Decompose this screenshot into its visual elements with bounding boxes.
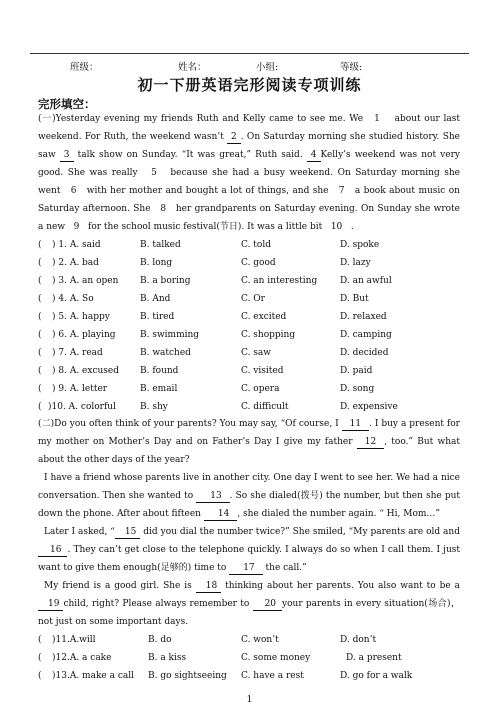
answer-paren: ( xyxy=(38,312,42,322)
name-label: 姓名： xyxy=(178,62,207,73)
passage-text: , she dialed the number again. “ Hi, Mom…” xyxy=(237,509,440,519)
option-a: ) 9. A. letter xyxy=(52,384,108,394)
option-c: C. visited xyxy=(241,366,284,376)
question-row xyxy=(38,363,460,379)
grade-label: 等级: xyxy=(340,62,363,73)
question-row xyxy=(38,650,460,666)
option-d: D. don’t xyxy=(340,635,377,645)
blank-18: 18 xyxy=(196,580,221,593)
option-c: C. Or xyxy=(241,294,265,304)
passage-text: . I buy a present for my mother on Mother’s Day and on Father’s Day I give my father xyxy=(38,419,460,447)
answer-paren: ( xyxy=(38,402,42,412)
passage-two-para-four xyxy=(38,577,460,631)
option-b: B. watched xyxy=(140,348,191,358)
option-c: C. some money xyxy=(241,653,311,663)
blank-9: 9 xyxy=(73,222,80,232)
passage-text: child, right? Please always remember to xyxy=(63,599,250,609)
option-a: )12.A. a cake xyxy=(52,653,112,663)
option-a: ) 3. A. an open xyxy=(52,276,119,286)
group-label: 小组: xyxy=(256,62,279,73)
option-c: C. an interesting xyxy=(241,276,318,286)
option-d: D. camping xyxy=(340,330,392,340)
question-row xyxy=(38,668,460,684)
question-row xyxy=(38,345,460,361)
passage-text: her grandparents on Saturday evening. On Sunday she wrote a new xyxy=(38,204,460,232)
option-b: B. shy xyxy=(140,402,168,412)
passage-two-para-two xyxy=(38,469,460,523)
option-d: D. lazy xyxy=(340,258,371,268)
option-a: ) 8. A. excused xyxy=(52,366,119,376)
option-a: )11.A.will xyxy=(52,635,96,645)
option-c: C. have a rest xyxy=(241,671,304,681)
blank-10: 10 xyxy=(330,222,343,232)
option-c: C. saw xyxy=(241,348,271,358)
blank-17: 17 xyxy=(229,562,262,575)
answer-paren: ( xyxy=(38,366,42,376)
blank-3: 3 xyxy=(60,149,74,162)
answer-paren: ( xyxy=(38,258,42,268)
answer-paren: ( xyxy=(38,330,42,340)
option-b: B. do xyxy=(148,635,172,645)
option-a: ) 1. A. said xyxy=(52,240,101,250)
option-b: B. swimming xyxy=(140,330,200,340)
header-rule xyxy=(30,53,469,54)
passage-text: the call.” xyxy=(265,563,307,573)
option-a: ) 2. A. bad xyxy=(52,258,99,268)
class-label: 班级： xyxy=(70,62,99,73)
passage-text: your parents in every situation(场合)，not just on some important days. xyxy=(38,599,460,627)
option-b: B. long xyxy=(140,258,173,268)
passage-text: for the school music festival(节日). It was a little bit xyxy=(87,222,323,232)
option-d: D. decided xyxy=(340,348,389,358)
passage-text: talk show on Sunday. “It was great,” Ruth said. xyxy=(77,150,303,160)
passage-text: . xyxy=(350,222,354,232)
option-b: B. found xyxy=(140,366,179,376)
passage-text: Later I asked, “ xyxy=(44,527,115,537)
option-b: B. talked xyxy=(140,240,181,250)
passage-text: My friend is a good girl. She is xyxy=(44,581,192,591)
option-a: )13.A. make a call xyxy=(52,671,134,681)
blank-8: 8 xyxy=(160,204,167,214)
question-row xyxy=(38,291,460,307)
question-row xyxy=(38,381,460,397)
option-c: C. won’t xyxy=(241,635,279,645)
answer-paren: ( xyxy=(38,384,42,394)
passage-text: did you dial the number twice?” She smiled, “My parents are old and xyxy=(143,527,460,537)
option-d: D. expensive xyxy=(340,402,398,412)
question-row xyxy=(38,237,460,253)
blank-13: 13 xyxy=(196,490,229,503)
blank-6: 6 xyxy=(70,186,77,196)
blank-4: 4 xyxy=(307,149,321,162)
option-d: D. go for a walk xyxy=(340,671,413,681)
passage-text: (一)Yesterday evening my friends Ruth and Kelly came to see me. We xyxy=(38,114,364,124)
passage-text: because she had a busy weekend. On Saturday morning she went xyxy=(38,168,460,196)
passage-text: , too.” But what about the other days of the year? xyxy=(38,437,460,465)
passage-text: . On Saturday morning she studied history. She saw xyxy=(38,132,460,160)
answer-paren: ( xyxy=(38,635,42,645)
answer-paren: ( xyxy=(38,276,42,286)
blank-19: 19 xyxy=(38,598,63,611)
option-b: B. a boring xyxy=(140,276,191,286)
blank-11: 11 xyxy=(342,418,369,431)
option-a: ) 7. A. read xyxy=(52,348,103,358)
answer-paren: ( xyxy=(38,294,42,304)
passage-text: thinking about her parents. You also want to be a xyxy=(225,581,460,591)
blank-12: 12 xyxy=(357,436,384,449)
option-c: C. difficult xyxy=(241,402,289,412)
question-row xyxy=(38,309,460,325)
option-c: C. told xyxy=(241,240,271,250)
option-b: B. a kiss xyxy=(148,653,187,663)
option-d: D. paid xyxy=(340,366,373,376)
option-a: ) 5. A. happy xyxy=(52,312,110,322)
passage-text: I have a friend whose parents live in another city. One day I went to see her. We had a nice conversation. Then she wanted to xyxy=(38,473,460,501)
passage-text: a book about music on Saturday afternoon. She xyxy=(38,186,460,214)
option-c: C. excited xyxy=(241,312,287,322)
blank-5: 5 xyxy=(151,168,157,178)
option-c: C. good xyxy=(241,258,276,268)
option-b: B. And xyxy=(140,294,171,304)
passage-text: Kelly’s weekend was not very good. She was really xyxy=(38,150,460,178)
blank-20: 20 xyxy=(253,598,282,611)
blank-1: 1 xyxy=(374,114,380,124)
option-d: D. an awful xyxy=(340,276,392,286)
passage-two-intro xyxy=(38,415,460,469)
blank-2: 2 xyxy=(227,131,241,144)
answer-paren: ( xyxy=(38,671,42,681)
page-title: 初一下册英语完形阅读专项训练 xyxy=(137,76,362,94)
option-b: B. tired xyxy=(140,312,175,322)
answer-paren: ( xyxy=(38,240,42,250)
question-row xyxy=(38,327,460,343)
option-d: D. relaxed xyxy=(340,312,387,322)
question-row xyxy=(38,255,460,271)
option-b: B. email xyxy=(140,384,178,394)
passage-two-para-three xyxy=(38,523,460,577)
passage-text: about our last weekend. For Ruth, the weekend wasn’t xyxy=(38,114,460,142)
option-b: B. go sightseeing xyxy=(148,671,227,681)
option-c: C. shopping xyxy=(241,330,296,340)
question-row xyxy=(38,273,460,289)
option-d: D. But xyxy=(340,294,369,304)
passage-text: . So she dialed(拨号) the number, but then she put down the phone. After about fifteen xyxy=(38,491,460,519)
passage-text: . They can’t get close to the telephone quickly. I always do so when I call them. I just want to give them enough(足够的) time to xyxy=(38,545,460,573)
blank-7: 7 xyxy=(338,186,345,196)
blank-15: 15 xyxy=(115,526,140,539)
passage-text: (二)Do you often think of your parents? You may say, “Of course, I xyxy=(38,419,339,429)
blank-16: 16 xyxy=(38,544,67,557)
option-d: D. a present xyxy=(346,653,402,663)
section-heading: 完形填空： xyxy=(38,97,96,111)
option-a: ) 4. A. So xyxy=(52,294,94,304)
answer-paren: ( xyxy=(38,348,42,358)
option-d: D. song xyxy=(340,384,375,394)
option-a: ) 6. A. playing xyxy=(52,330,116,340)
page-number: 1 xyxy=(246,695,253,705)
option-d: D. spoke xyxy=(340,240,380,250)
blank-14: 14 xyxy=(204,508,237,521)
option-c: C. opera xyxy=(241,384,280,394)
passage-text: with her mother and bought a lot of things, and she xyxy=(86,186,329,196)
option-a: )10. A. colorful xyxy=(48,402,116,412)
passage-one xyxy=(38,110,460,236)
answer-paren: ( xyxy=(38,653,42,663)
question-row xyxy=(38,399,460,415)
question-row xyxy=(38,632,460,648)
